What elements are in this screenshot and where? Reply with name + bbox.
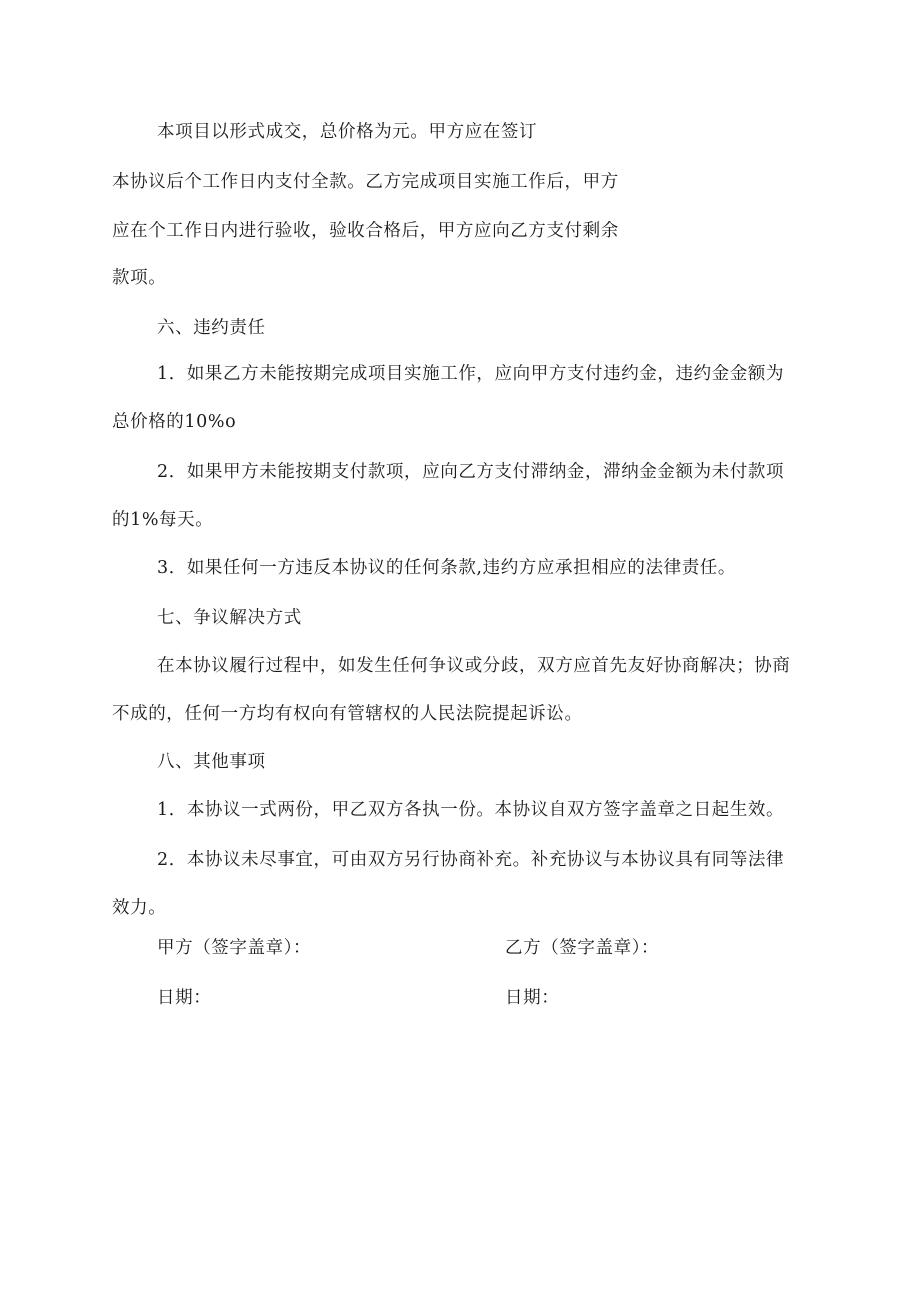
liability-item-2-line-1: 2．如果甲方未能按期支付款项，应向乙方支付滞纳金，滞纳金金额为未付款项 xyxy=(157,462,785,482)
payment-line-2: 本协议后个工作日内支付全款。乙方完成项目实施工作后，甲方 xyxy=(112,172,619,192)
other-item-2-line-2: 效力。 xyxy=(112,898,167,918)
party-b-date-label: 日期： xyxy=(505,988,560,1008)
payment-line-1: 本项目以形式成交，总价格为元。甲方应在签订 xyxy=(157,122,538,142)
liability-item-1-line-1: 1．如果乙方未能按期完成项目实施工作，应向甲方支付违约金，违约金金额为 xyxy=(157,364,785,384)
party-b-signature-label: 乙方（签字盖章）： xyxy=(505,938,660,958)
liability-item-2-line-2: 的1%每天。 xyxy=(112,510,214,530)
party-a-date-label: 日期： xyxy=(157,988,212,1008)
party-a-signature-label: 甲方（签字盖章）： xyxy=(157,938,312,958)
liability-item-1-line-2: 总价格的10%o xyxy=(112,412,237,432)
dispute-para-line-1: 在本协议履行过程中，如发生任何争议或分歧，双方应首先友好协商解决；协商 xyxy=(157,656,791,676)
liability-item-3: 3．如果任何一方违反本协议的任何条款,违约方应承担相应的法律责任。 xyxy=(157,558,736,578)
dispute-para-line-2: 不成的，任何一方均有权向有管辖权的人民法院提起诉讼。 xyxy=(112,704,583,724)
dispute-heading: 七、争议解决方式 xyxy=(157,608,302,628)
payment-line-3: 应在个工作日内进行验收，验收合格后，甲方应向乙方支付剩余 xyxy=(112,221,619,241)
payment-line-4: 款项。 xyxy=(112,268,167,288)
liability-heading: 六、违约责任 xyxy=(157,318,266,338)
other-item-2-line-1: 2．本协议未尽事宜，可由双方另行协商补充。补充协议与本协议具有同等法律 xyxy=(157,850,785,870)
other-item-1: 1．本协议一式两份，甲乙双方各执一份。本协议自双方签字盖章之日起生效。 xyxy=(157,800,785,820)
other-heading: 八、其他事项 xyxy=(157,752,266,772)
